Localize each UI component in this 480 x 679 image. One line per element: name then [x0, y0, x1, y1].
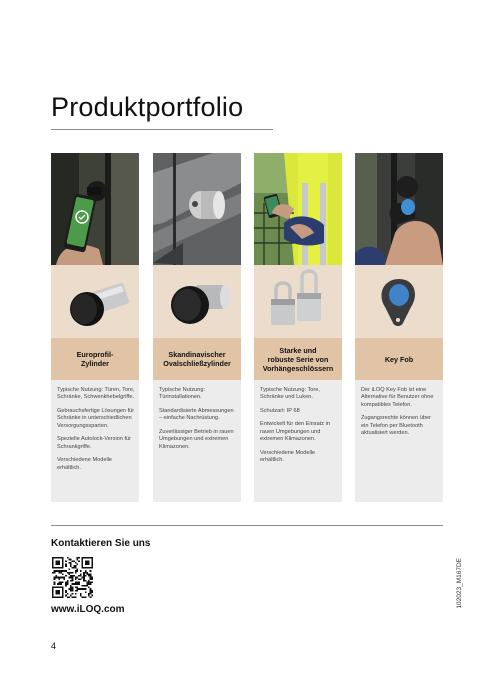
description-line: Gebrauchsfertige Lösungen für Schränke in unterschiedlichen Versorgungssparten.	[57, 407, 135, 429]
title-divider	[51, 129, 273, 130]
contact-heading: Kontaktieren Sie uns	[51, 538, 151, 549]
description-line: Typische Nutzung: Türen, Tore, Schränke, Schwenkhebelgriffe.	[57, 387, 135, 401]
description-line: Der iLOQ Key Fob ist eine Alternative für Benutzer ohne kompatibles Telefon.	[361, 387, 434, 408]
description-line: Standardisierte Abmessungen – einfache Nachrüstung.	[159, 407, 234, 422]
document-number: 102023_M167DE	[456, 558, 463, 609]
product-card-oval-cylinder	[153, 153, 241, 502]
product-image-euro-cylinder	[51, 265, 139, 338]
product-image-padlocks	[254, 265, 342, 338]
product-card-europrofil	[51, 153, 139, 502]
product-image-key-fob	[355, 265, 443, 338]
description-line: Entwickelt für den Einsatz in rauen Umgebungen und extremen Klimazonen.	[260, 421, 330, 443]
product-image-oval-cylinder	[153, 265, 241, 338]
product-name: Skandinavischer Ovalschließzylinder	[153, 338, 241, 380]
product-description	[361, 387, 439, 444]
photo-door-with-cylinder	[153, 153, 241, 265]
photo-phone-unlocking-door	[51, 153, 139, 265]
product-name: Starke und robuste Serie von Vorhängeschlössern	[254, 338, 342, 380]
description-line: Zugangsrechte können über ein Telefon per Bluetooth aktualisiert werden.	[361, 415, 431, 437]
description-line: Schutzart: IP 68	[260, 407, 300, 414]
product-name: Europrofil- Zylinder	[51, 338, 139, 380]
product-card-padlocks	[254, 153, 342, 502]
footer-divider	[51, 525, 443, 526]
website-link[interactable]: www.iLOQ.com	[51, 604, 125, 615]
description-line: Typische Nutzung: Türinstallationen.	[159, 387, 206, 401]
product-card-key-fob	[355, 153, 443, 502]
description-line: Spezielle Autolock-Version für Schrankgriffe.	[57, 436, 132, 450]
product-description	[57, 387, 135, 478]
photo-worker-with-padlock	[254, 153, 342, 265]
qr-code[interactable]	[52, 557, 93, 598]
page-number: 4	[51, 641, 57, 651]
description-line: Typische Nutzung: Tore, Schränke und Luken.	[260, 387, 320, 401]
photo-key-fob-at-door	[355, 153, 443, 265]
product-description	[159, 387, 237, 457]
description-line: Zuverlässiger Betrieb in rauen Umgebungen und extremen Klimazonen.	[159, 428, 234, 450]
product-description	[260, 387, 338, 471]
page-title: Produktportfolio	[51, 92, 244, 122]
description-line: Verschiedene Modelle erhältlich.	[57, 457, 113, 471]
product-name: Key Fob	[355, 338, 443, 380]
description-line: Verschiedene Modelle erhältlich.	[260, 449, 316, 464]
